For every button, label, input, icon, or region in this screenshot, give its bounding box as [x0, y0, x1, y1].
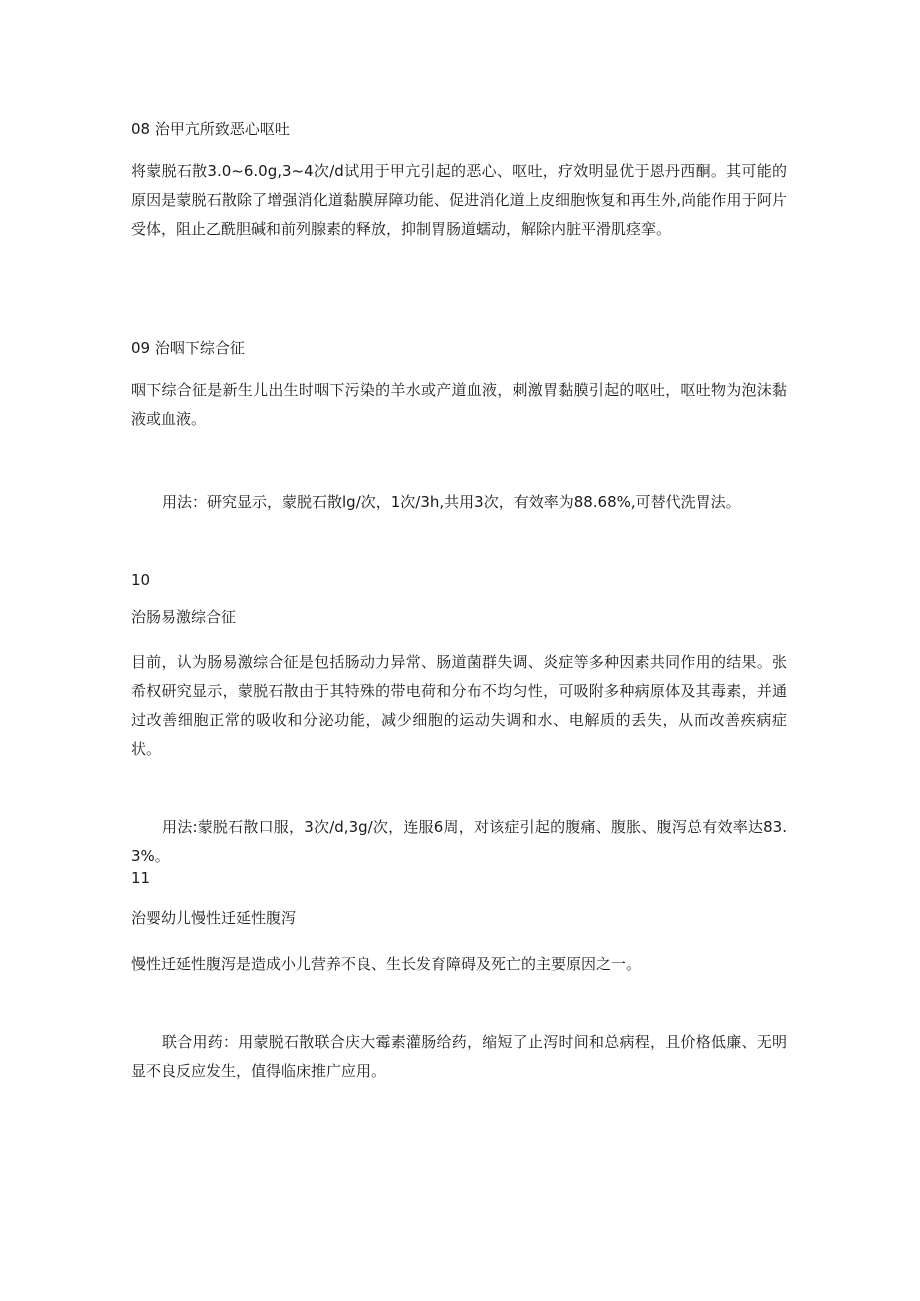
section-heading-09: 09 治咽下综合征 — [131, 339, 245, 357]
section-heading-11: 治婴幼儿慢性迁延性腹泻 — [131, 909, 297, 927]
section-10-paragraph: 目前，认为肠易激综合征是包括肠动力异常、肠道菌群失调、炎症等多种因素共同作用的结果。张希权研究显示，蒙脱石散由于其特殊的带电荷和分布不均匀性，可吸附多种病原体及其毒素，并通过改善细胞正常的吸收和分泌功能，减少细胞的运动失调和水、电解质的丢失，从而改善疾病症状。 — [131, 653, 787, 758]
section-11-paragraph: 慢性迁延性腹泻是造成小儿营养不良、生长发育障碍及死亡的主要原因之一。 — [131, 955, 642, 973]
section-09-usage: 用法：研究显示，蒙脱石散lg/次，1次/3h,共用3次，有效率为88.68%,可替代洗胃法。 — [162, 493, 741, 511]
section-10-usage: 用法:蒙脱石散口服，3次/d,3g/次，连服6周，对该症引起的腹痛、腹胀、腹泻总有效率达83.3%。 — [131, 818, 787, 865]
section-11-combo-usage: 联合用药：用蒙脱石散联合庆大霉素灌肠给药，缩短了止泻时间和总病程，且价格低廉、无明显不良反应发生，值得临床推广应用。 — [131, 1033, 787, 1080]
section-08-paragraph: 将蒙脱石散3.0~6.0g,3~4次/d试用于甲亢引起的恶心、呕吐，疗效明显优于恩丹西酮。其可能的原因是蒙脱石散除了增强消化道黏膜屏障功能、促进消化道上皮细胞恢复和再生外,尚能作用于阿片受体，阻止乙酰胆碱和前列腺素的释放，抑制胃肠道蠕动，解除内脏平滑肌痉挛。 — [131, 162, 787, 238]
section-09-paragraph: 咽下综合征是新生儿出生时咽下污染的羊水或产道血液，刺激胃黏膜引起的呕吐，呕吐物为泡沫黏液或血液。 — [131, 381, 787, 428]
section-number-10: 10 — [131, 571, 151, 589]
section-heading-08: 08 治甲亢所致恶心呕吐 — [131, 120, 290, 138]
section-heading-10: 治肠易激综合征 — [131, 608, 237, 626]
section-number-11: 11 — [131, 869, 151, 887]
